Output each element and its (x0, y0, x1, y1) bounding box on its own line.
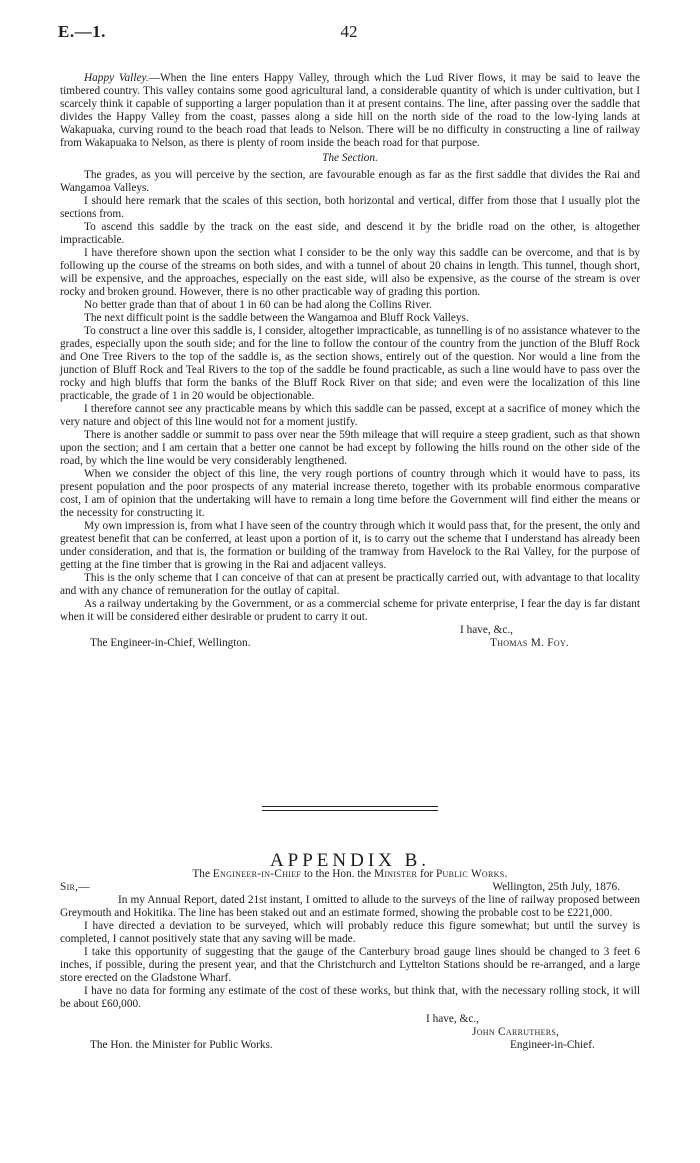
section-paragraph: To construct a line over this saddle is, I consider, altogether impracticable, as tunnelling is of no assistance whatever to the grades, especially upon the south side; and for the line to follow the contour of the country from the junction of the Bluff Rock and One Tree Rivers to the top of the saddle is, as the section shows, entirely out of the question. Nor would a line from the junction of Bluff Rock and Teal Rivers to the top of the saddle be found practicable, as such a line would have to pass over the rocky and high bluffs that form the banks of the Bluff Rock River on that side; and even were the localization of this line practicable, the grade of 1 in 20 would be objectionable. (60, 325, 640, 402)
section-paragraph: My own impression is, from what I have seen of the country through which it would pass that, for the present, the only and greatest benefit that can be conferred, at least upon a portion of it, is to carry out the scheme that I understand has already been under consideration, and that is, the formation or building of the tramway from Havelock to the Rai Valley, for the purpose of getting at the fine timber that is growing in the Rai and adjacent valleys. (60, 520, 640, 571)
salutation-row (60, 881, 640, 894)
letter-closing: I have, &c., (426, 1013, 480, 1025)
section-paragraph: To ascend this saddle by the track on the east side, and descend it by the bridle road on the other, is altogether impracticable. (60, 221, 640, 246)
letter-signature: Thomas M. Foy. (490, 637, 570, 649)
section-divider (262, 806, 438, 807)
section-paragraph: The grades, as you will perceive by the section, are favourable enough as far as the first saddle that divides the Rai and Wangamoa Valleys. (60, 169, 640, 194)
closing-row (60, 624, 640, 637)
section-paragraph: I have therefore shown upon the section what I consider to be the only way this saddle can be overcome, and that is by following up the course of the streams on both sides, and with a tunnel of about 20 chains in length. This tunnel, though short, will be expensive, and the approaches, especially on the east side, will also be expensive, as the course of the stream is over rocky and broken ground. However, there is no other practicable way of grading this portion. (60, 247, 640, 298)
report-section (60, 72, 640, 650)
letter-closing: I have, &c., (460, 624, 514, 636)
letter-salutation: Sir,— (60, 881, 90, 893)
heading-text: to the Hon. the (304, 868, 372, 880)
closing-row (60, 1013, 640, 1026)
page-header (58, 22, 640, 46)
paragraph-lead: Happy Valley. (84, 72, 149, 84)
letter-addressee: The Engineer-in-Chief, Wellington. (90, 637, 251, 649)
section-paragraph: I therefore cannot see any practicable means by which this saddle can be passed, except at a sacrifice of money which the very nature and object of this line would not for a moment justify. (60, 403, 640, 428)
appendix-letter (60, 868, 640, 1052)
section-divider (262, 810, 438, 811)
signature-title: Engineer-in-Chief. (510, 1039, 595, 1051)
section-paragraph: No better grade than that of about 1 in 60 can be had along the Collins River. (84, 299, 432, 311)
signature-title-row (60, 1039, 640, 1052)
letter-heading (60, 868, 640, 881)
heading-text: The (192, 868, 210, 880)
appendix-paragraph: In my Annual Report, dated 21st instant, I omitted to allude to the surveys of the line of railway proposed between Greymouth and Hokitika. The line has been staked out and an estimate formed, showing the probable cost to be £221,000. (60, 894, 640, 919)
section-paragraph: This is the only scheme that I can conceive of that can at present be practically carried out, with advantage to that locality and with any chance of remuneration for the outlay of capital. (60, 572, 640, 597)
section-paragraph: As a railway undertaking by the Government, or as a commercial scheme for private enterprise, I fear the day is far distant when it will be considered either desirable or prudent to carry it out. (60, 598, 640, 623)
letter-addressee: The Hon. the Minister for Public Works. (90, 1039, 273, 1051)
section-paragraph: When we consider the object of this line, the very rough portions of country through which it would have to pass, its present population and the poor prospects of any material increase thereto, together with its probable enormous comparative cost, I am of opinion that the undertaking will have to remain a long time before the Government will find either the means or the necessity for constructing it. (60, 468, 640, 519)
letter-signature: John Carruthers, (472, 1026, 560, 1038)
signature-row (60, 637, 640, 650)
appendix-paragraph: I take this opportunity of suggesting that the gauge of the Canterbury broad gauge lines should be changed to 3 feet 6 inches, if possible, during the present year, and that the Christchurch and Lyttelton Stations should be re-arranged, and a large store erected on the Gladstone Wharf. (60, 946, 640, 984)
heading-text: for (419, 868, 434, 880)
appendix-paragraph: I have directed a deviation to be surveyed, which will probably reduce this figure somewhat; but until the survey is completed, I cannot positively state that any saving will be made. (60, 920, 640, 945)
paragraph-text: —When the line enters Happy Valley, through which the Lud River flows, it may be said to leave the timbered country. This valley contains some good agricultural land, a considerable quantity of which is under cultivation, but I scarcely think it capable of supporting a larger population than it at present contains. The line, after passing over the saddle that divides the Happy Valley from the coast, passes along a side hill on the north side of the road to the low-lying lands at Wakapuaka, curving round to the beach road that leads to Nelson. There will be no difficulty in constructing a line of railway from Wakapuaka to Nelson, as there is plenty of room inside the beach road for that purpose. (60, 72, 640, 149)
heading-department: Public Works. (435, 868, 508, 880)
happy-valley-paragraph (60, 72, 640, 150)
heading-sender: Engineer-in-Chief (212, 868, 302, 880)
section-paragraph: There is another saddle or summit to pass over near the 59th mileage that will require a steep gradient, such as that shown upon the section; and I am certain that a better one cannot be had except by following the hills round on the other side of the road, by which the line would be very considerably lengthened. (60, 429, 640, 467)
section-subheading: The Section. (322, 152, 378, 164)
page-number: 42 (340, 22, 358, 41)
section-paragraph: I should here remark that the scales of this section, both horizontal and vertical, differ from those that I usually plot the sections from. (60, 195, 640, 220)
signature-row (60, 1026, 640, 1039)
document-reference: E.—1. (58, 22, 106, 41)
appendix-title: APPENDIX B. (269, 850, 431, 871)
letter-dateline: Wellington, 25th July, 1876. (492, 881, 620, 893)
appendix-paragraph: I have no data for forming any estimate of the cost of these works, but think that, with the necessary rolling stock, it will be about £60,000. (60, 985, 640, 1010)
heading-recipient: Minister (374, 868, 418, 880)
section-paragraph: The next difficult point is the saddle between the Wangamoa and Bluff Rock Valleys. (84, 312, 469, 324)
